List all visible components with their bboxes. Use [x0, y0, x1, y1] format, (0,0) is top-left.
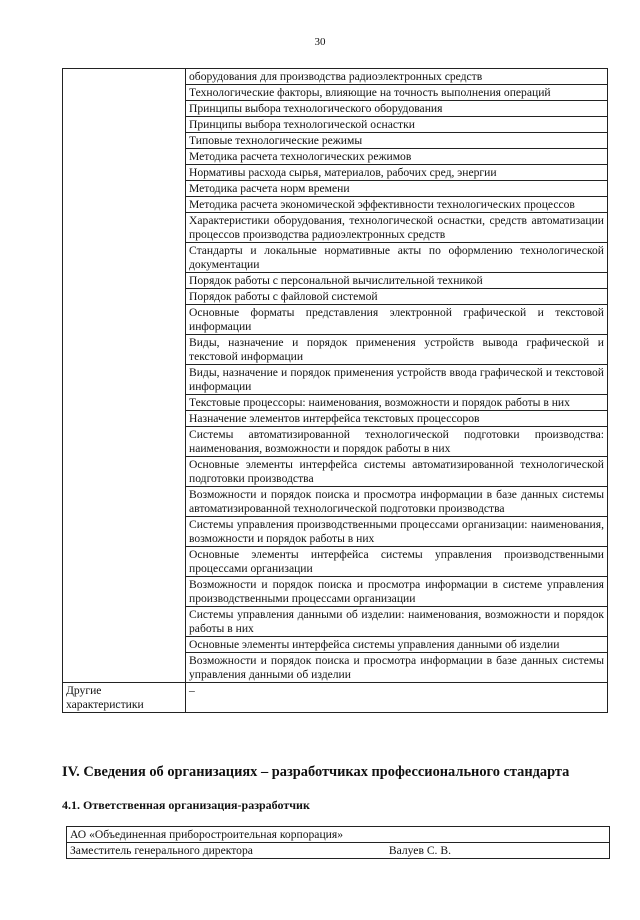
knowledge-item: Возможности и порядок поиска и просмотра информации в базе данных системы автоматизированной технологической подготовки производства [186, 487, 608, 517]
category-cell-empty [63, 69, 186, 683]
signatory-row [67, 843, 610, 859]
other-characteristics-row [63, 683, 608, 713]
subsection-title: 4.1. Ответственная организация-разработчик [62, 798, 310, 812]
knowledge-item: Характеристики оборудования, технологической оснастки, средств автоматизации процессов производства радиоэлектронных средств [186, 213, 608, 243]
signatory-cell [67, 843, 610, 859]
table-row [63, 69, 608, 85]
other-characteristics-value: – [186, 683, 608, 713]
knowledge-item: Типовые технологические режимы [186, 133, 608, 149]
other-characteristics-label: Другие характеристики [63, 683, 186, 713]
knowledge-item: Методика расчета экономической эффективности технологических процессов [186, 197, 608, 213]
organization-name: АО «Объединенная приборостроительная корпорация» [67, 827, 610, 843]
knowledge-item: оборудования для производства радиоэлектронных средств [186, 69, 608, 85]
knowledge-item: Возможности и порядок поиска и просмотра информации в системе управления производственными процессами организации [186, 577, 608, 607]
knowledge-item: Принципы выбора технологической оснастки [186, 117, 608, 133]
knowledge-item: Технологические факторы, влияющие на точность выполнения операций [186, 85, 608, 101]
knowledge-item: Системы управления данными об изделии: наименования, возможности и порядок работы в них [186, 607, 608, 637]
knowledge-item: Назначение элементов интерфейса текстовых процессоров [186, 411, 608, 427]
knowledge-item: Системы автоматизированной технологической подготовки производства: наименования, возможности и порядок работы в них [186, 427, 608, 457]
signatory-name: Валуев С. В. [388, 844, 451, 857]
organization-table [66, 826, 610, 859]
signatory-position: Заместитель генерального директора [70, 844, 253, 857]
knowledge-item: Методика расчета технологических режимов [186, 149, 608, 165]
knowledge-item: Основные элементы интерфейса системы автоматизированной технологической подготовки производства [186, 457, 608, 487]
knowledge-item: Стандарты и локальные нормативные акты по оформлению технологической документации [186, 243, 608, 273]
knowledge-item: Принципы выбора технологического оборудования [186, 101, 608, 117]
knowledge-item: Основные форматы представления электронной графической и текстовой информации [186, 305, 608, 335]
knowledge-item: Системы управления производственными процессами организации: наименования, возможности и порядок работы в них [186, 517, 608, 547]
organization-row [67, 827, 610, 843]
knowledge-item: Виды, назначение и порядок применения устройств ввода графической и текстовой информации [186, 365, 608, 395]
page-number: 30 [314, 36, 326, 48]
section-title: IV. Сведения об организациях – разработчиках профессионального стандарта [62, 764, 570, 780]
knowledge-item: Порядок работы с персональной вычислительной техникой [186, 273, 608, 289]
knowledge-item: Основные элементы интерфейса системы управления данными об изделии [186, 637, 608, 653]
knowledge-item: Методика расчета норм времени [186, 181, 608, 197]
knowledge-table [62, 68, 608, 713]
knowledge-item: Виды, назначение и порядок применения устройств вывода графической и текстовой информации [186, 335, 608, 365]
knowledge-item: Возможности и порядок поиска и просмотра информации в базе данных системы управления данными об изделии [186, 653, 608, 683]
knowledge-item: Текстовые процессоры: наименования, возможности и порядок работы в них [186, 395, 608, 411]
knowledge-table-body [63, 69, 608, 713]
knowledge-item: Основные элементы интерфейса системы управления производственными процессами организации [186, 547, 608, 577]
knowledge-item: Порядок работы с файловой системой [186, 289, 608, 305]
knowledge-item: Нормативы расхода сырья, материалов, рабочих сред, энергии [186, 165, 608, 181]
